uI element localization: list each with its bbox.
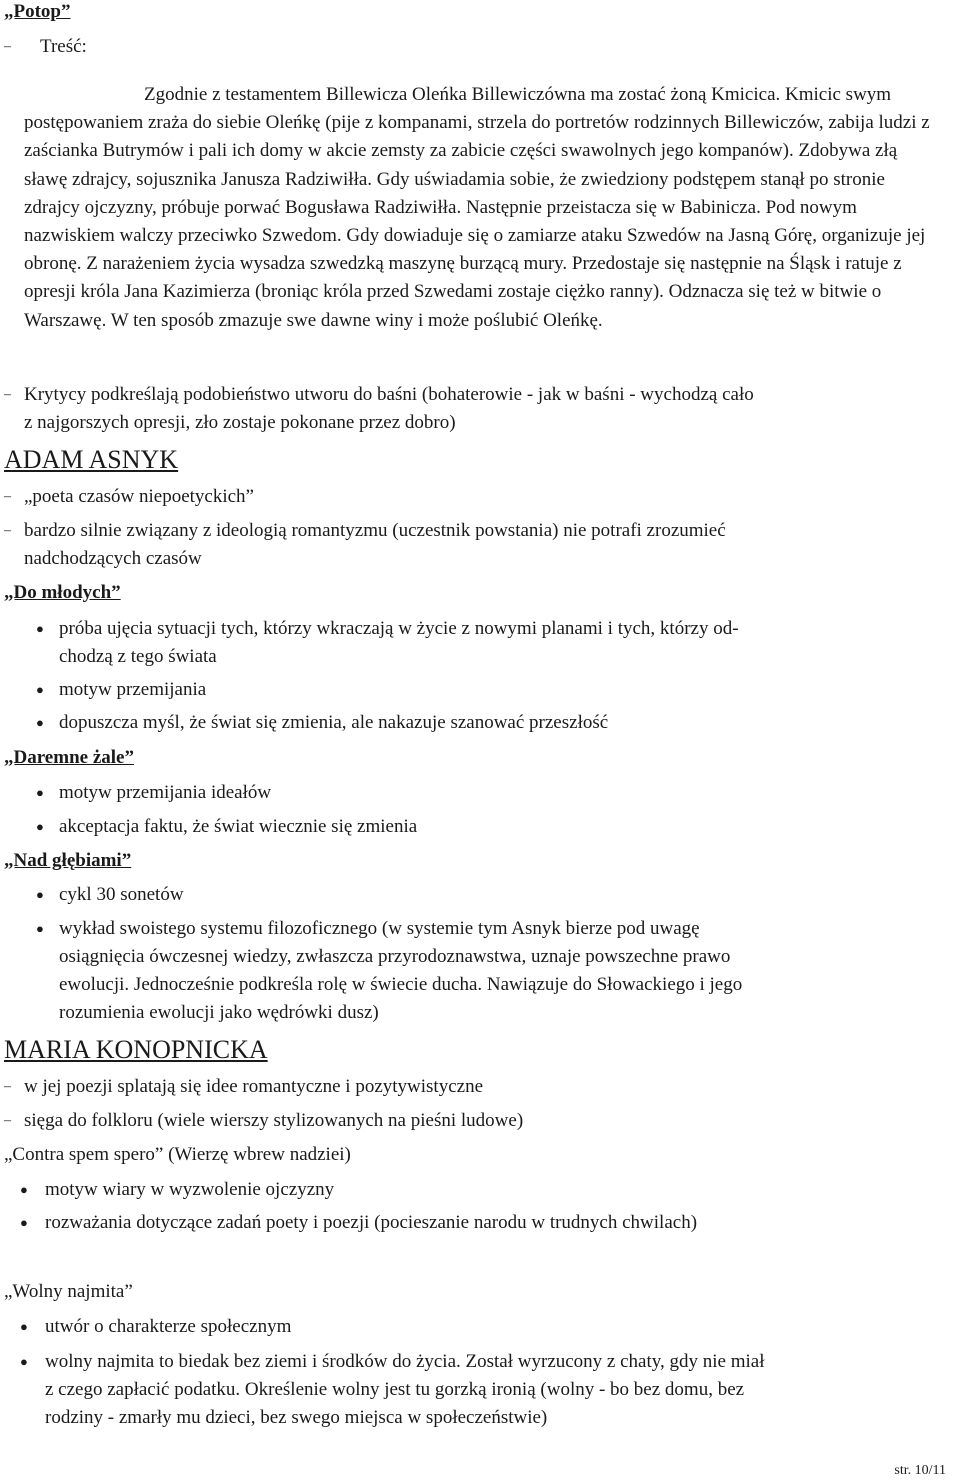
do-mlodych-b3: dopuszcza myśl, że świat się zmienia, ale nakazuje szanować przeszłość (59, 712, 609, 733)
nad-glebiami-title: „Nad głębiami” (4, 850, 132, 871)
konopnicka-dash-1-text: w jej poezji splatają się idee romantyczne i pozytywistyczne (24, 1076, 483, 1097)
asnyk-dash-2-line-1: bardzo silnie związany z ideologią romantyzmu (uczestnik powstania) nie potrafi zrozumieć (24, 520, 726, 541)
bullet-dot: ● (20, 1182, 28, 1197)
dash-bullet: – (4, 1113, 11, 1128)
bullet-dot: ● (36, 682, 44, 697)
do-mlodych-b2: motyw przemijania (59, 679, 207, 700)
asnyk-heading: ADAM ASNYK (4, 445, 179, 474)
contra-b2: rozważania dotyczące zadań poety i poezji (pocieszanie narodu w trudnych chwilach) (45, 1212, 698, 1233)
dash-bullet: – (4, 1079, 11, 1094)
bullet-dot: ● (20, 1319, 28, 1334)
daremne-title: „Daremne żale” (4, 747, 134, 768)
bullet-dot: ● (36, 621, 44, 636)
nad-glebiami-b2-line-1: wykład swoistego systemu filozoficznego (w systemie tym Asnyk bierze pod uwagę (59, 918, 700, 939)
contra-b1: motyw wiary w wyzwolenie ojczyzny (45, 1179, 335, 1200)
bullet-dot: ● (20, 1354, 28, 1369)
wolny-b2-line-3: rodziny - zmarły mu dzieci, bez swego miejsca w społeczeństwie) (45, 1407, 548, 1428)
nad-glebiami-b2-line-4: rozumienia ewolucji jako wędrówki dusz) (59, 1002, 379, 1023)
dash-bullet: – (4, 387, 11, 402)
critics-line-2: z najgorszych opresji, zło zostaje pokonane przez dobro) (24, 412, 456, 433)
wolny-title: „Wolny najmita” (4, 1281, 133, 1302)
potop-title: „Potop” (4, 1, 71, 22)
bullet-dot: ● (20, 1215, 28, 1230)
konopnicka-dash-2-text: sięga do folkloru (wiele wierszy stylizowanych na pieśni ludowe) (24, 1110, 524, 1131)
tresc-label: Treść: (40, 36, 87, 57)
dash-bullet: – (4, 39, 11, 54)
do-mlodych-b1-line-1: próba ujęcia sytuacji tych, którzy wkraczają w życie z nowymi planami i tych, którzy od- (59, 618, 739, 639)
bullet-dot: ● (36, 921, 44, 936)
nad-glebiami-b2-line-3: ewolucji. Jednocześnie podkreśla rolę w świecie ducha. Nawiązuje do Słowackiego i jego (59, 974, 743, 995)
bullet-dot: ● (36, 785, 44, 800)
bullet-dot: ● (36, 819, 44, 834)
wolny-b2-line-1: wolny najmita to biedak bez ziemi i środków do życia. Został wyrzucony z chaty, gdy nie miał (45, 1351, 765, 1372)
dash-bullet: – (4, 489, 11, 504)
wolny-b2-line-2: z czego zapłacić podatku. Określenie wolny jest tu gorzką ironią (wolny - bo bez domu, bez (45, 1379, 745, 1400)
critics-line-1: Krytycy podkreślają podobieństwo utworu do baśni (bohaterowie - jak w baśni - wychodzą cało (24, 384, 754, 405)
do-mlodych-title: „Do młodych” (4, 582, 121, 603)
daremne-b2: akceptacja faktu, że świat wiecznie się zmienia (59, 816, 418, 837)
nad-glebiami-b2-line-2: osiągnięcia ówczesnej wiedzy, zwłaszcza przyrodoznawstwa, uznaje powszechne prawo (59, 946, 731, 967)
bullet-dot: ● (36, 887, 44, 902)
nad-glebiami-b1: cykl 30 sonetów (59, 884, 184, 905)
page-number: str. 10/11 (894, 1463, 946, 1478)
contra-title: „Contra spem spero” (Wierzę wbrew nadziei) (4, 1144, 351, 1165)
asnyk-dash-1-text: „poeta czasów niepoetyckich” (24, 486, 254, 507)
bullet-dot: ● (36, 715, 44, 730)
konopnicka-heading: MARIA KONOPNICKA (4, 1035, 268, 1064)
dash-bullet: – (4, 523, 11, 538)
potop-summary: Zgodnie z testamentem Billewicza Oleńka Billewiczówna ma zostać żoną Kmicica. Kmicic swym postępowaniem zraża do siebie Oleńkę (pije z kompanami, strzela do portretów rodzinnych Billewiczów, zabija ludzi z zaścianka Butrymów i pali ich domy w akcie zemsty za zabicie części swawolnych jego kompanów). Zdobywa złą sławę zdrajcy, sojusznika Janusza Radziwiłła. Gdy uświadamia sobie, że zwiedziony podstępem stanął po stronie zdrajcy ojczyzny, próbuje porwać Bogusława Radziwiłła. Następnie przeistacza się w Babinicza. Pod nowym nazwiskiem walczy przeciwko Szwedom. Gdy dowiaduje się o zamiarze ataku Szwedów na Jasną Górę, organizuje jej obronę. Z narażeniem życia wysadza szwedzką maszynę burzącą mury. Przedostaje się następnie na Śląsk i ratuje z opresji króla Jana Kazimierza (broniąc króla przed Szwedami zostaje ciężko ranny). Odznacza się też w bitwie o Warszawę. W ten sposób zmazuje swe dawne winy i może poślubić Oleńkę. (24, 84, 930, 331)
do-mlodych-b1-line-2: chodzą z tego świata (59, 646, 217, 667)
wolny-b1: utwór o charakterze społecznym (45, 1316, 292, 1337)
asnyk-dash-2-line-2: nadchodzących czasów (24, 548, 202, 569)
daremne-b1: motyw przemijania ideałów (59, 782, 272, 803)
